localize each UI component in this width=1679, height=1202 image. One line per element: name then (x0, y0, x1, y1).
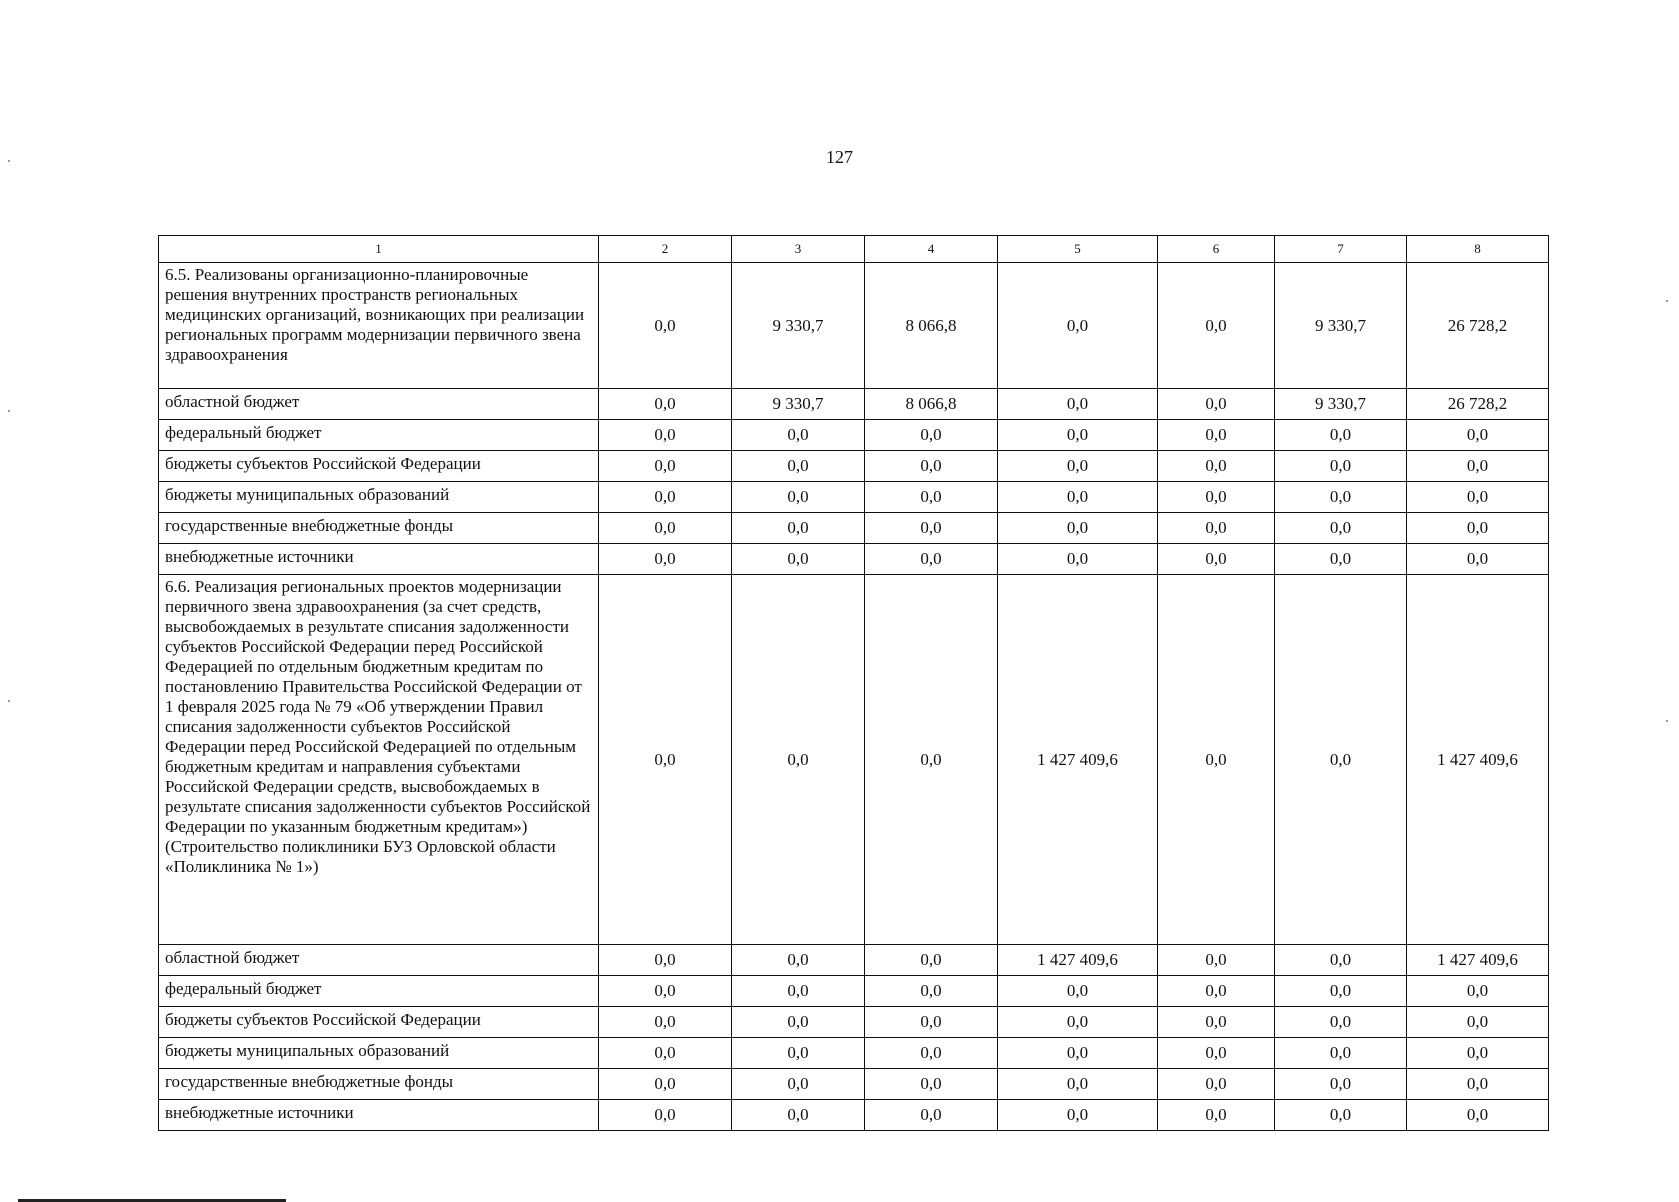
page-number: 127 (826, 147, 853, 167)
scan-speck (1666, 720, 1668, 722)
section-title: 6.5. Реализованы организационно-планировочные решения внутренних пространств региональных медицинских организаций, возникающих при реализации региональных программ модернизации первичного звена здравоохранения (159, 263, 599, 389)
value-cell: 0,0 (1158, 976, 1275, 1007)
value-cell: 0,0 (998, 513, 1158, 544)
value-cell: 9 330,7 (732, 389, 865, 420)
value-cell: 0,0 (732, 482, 865, 513)
value-cell: 0,0 (599, 451, 732, 482)
value-cell: 0,0 (1158, 482, 1275, 513)
value-cell: 0,0 (998, 1069, 1158, 1100)
value-cell: 0,0 (1158, 513, 1275, 544)
value-cell: 0,0 (599, 1038, 732, 1069)
column-number-row (159, 236, 1549, 263)
column-number: 3 (732, 236, 865, 263)
section-title: 6.6. Реализация региональных проектов модернизации первичного звена здравоохранения (за счет средств, высвобождаемых в результате списания задолженности субъектов Российской Федерации перед Российской Федерацией по отдельным бюджетным кредитам по постановлению Правительства Российской Федерации от 1 февраля 2025 года № 79 «Об утверждении Правил списания задолженности субъектов Российской Федерации перед Российской Федерацией по отдельным бюджетным кредитам и направления субъектами Российской Федерации средств, высвобождаемых в результате списания задолженности субъектов Российской Федерации по указанным бюджетным кредитам») (Строительство поликлиники БУЗ Орловской области «Поликлиника № 1») (159, 575, 599, 945)
column-number: 7 (1275, 236, 1407, 263)
value-cell: 0,0 (599, 544, 732, 575)
row-label: бюджеты муниципальных образований (159, 482, 599, 513)
row-label: бюджеты субъектов Российской Федерации (159, 451, 599, 482)
value-cell: 0,0 (1275, 1007, 1407, 1038)
value-cell: 0,0 (599, 976, 732, 1007)
value-cell: 0,0 (1158, 451, 1275, 482)
value-cell: 0,0 (998, 544, 1158, 575)
value-cell: 0,0 (1275, 945, 1407, 976)
value-cell: 0,0 (1407, 1100, 1549, 1131)
table-row (159, 1069, 1549, 1100)
value-cell: 0,0 (732, 976, 865, 1007)
row-label: бюджеты муниципальных образований (159, 1038, 599, 1069)
value-cell: 0,0 (599, 389, 732, 420)
value-cell: 26 728,2 (1407, 389, 1549, 420)
value-cell: 0,0 (732, 945, 865, 976)
value-cell: 0,0 (599, 1069, 732, 1100)
section-row (159, 263, 1549, 389)
row-label: государственные внебюджетные фонды (159, 1069, 599, 1100)
value-cell: 0,0 (1275, 482, 1407, 513)
value-cell: 0,0 (1158, 575, 1275, 945)
table-row (159, 513, 1549, 544)
row-label: бюджеты субъектов Российской Федерации (159, 1007, 599, 1038)
scan-speck (8, 160, 10, 162)
row-label: государственные внебюджетные фонды (159, 513, 599, 544)
value-cell: 0,0 (998, 420, 1158, 451)
column-number: 2 (599, 236, 732, 263)
value-cell: 8 066,8 (865, 389, 998, 420)
value-cell: 0,0 (1407, 451, 1549, 482)
value-cell: 0,0 (732, 1007, 865, 1038)
value-cell: 0,0 (865, 976, 998, 1007)
table-row (159, 482, 1549, 513)
row-label: внебюджетные источники (159, 1100, 599, 1131)
value-cell: 0,0 (599, 513, 732, 544)
value-cell: 0,0 (865, 544, 998, 575)
row-label: федеральный бюджет (159, 976, 599, 1007)
value-cell: 0,0 (865, 513, 998, 544)
value-cell: 0,0 (1275, 1100, 1407, 1131)
value-cell: 0,0 (1407, 1007, 1549, 1038)
section-row (159, 575, 1549, 945)
value-cell: 0,0 (865, 451, 998, 482)
value-cell: 9 330,7 (732, 263, 865, 389)
value-cell: 0,0 (599, 945, 732, 976)
value-cell: 0,0 (1407, 420, 1549, 451)
value-cell: 0,0 (865, 420, 998, 451)
value-cell: 0,0 (732, 1100, 865, 1131)
value-cell: 0,0 (998, 1038, 1158, 1069)
value-cell: 0,0 (599, 263, 732, 389)
value-cell: 0,0 (1407, 976, 1549, 1007)
value-cell: 0,0 (1158, 945, 1275, 976)
value-cell: 0,0 (599, 1100, 732, 1131)
value-cell: 0,0 (865, 1100, 998, 1131)
budget-table (158, 235, 1549, 1131)
value-cell: 9 330,7 (1275, 263, 1407, 389)
value-cell: 0,0 (1275, 513, 1407, 544)
value-cell: 0,0 (599, 482, 732, 513)
table-row (159, 451, 1549, 482)
column-number: 4 (865, 236, 998, 263)
column-number: 5 (998, 236, 1158, 263)
table-row (159, 544, 1549, 575)
scan-speck (8, 700, 10, 702)
value-cell: 0,0 (1158, 420, 1275, 451)
value-cell: 0,0 (1407, 1038, 1549, 1069)
column-number: 8 (1407, 236, 1549, 263)
row-label: внебюджетные источники (159, 544, 599, 575)
value-cell: 0,0 (865, 1007, 998, 1038)
value-cell: 0,0 (1158, 1038, 1275, 1069)
value-cell: 0,0 (1158, 263, 1275, 389)
value-cell: 0,0 (599, 1007, 732, 1038)
value-cell: 26 728,2 (1407, 263, 1549, 389)
value-cell: 0,0 (599, 420, 732, 451)
value-cell: 0,0 (1275, 1038, 1407, 1069)
value-cell: 0,0 (732, 1038, 865, 1069)
value-cell: 0,0 (1158, 1100, 1275, 1131)
value-cell: 0,0 (1158, 1007, 1275, 1038)
column-number: 6 (1158, 236, 1275, 263)
table-row (159, 1038, 1549, 1069)
value-cell: 0,0 (998, 389, 1158, 420)
value-cell: 0,0 (1275, 575, 1407, 945)
table-row (159, 1100, 1549, 1131)
column-number: 1 (159, 236, 599, 263)
value-cell: 0,0 (998, 263, 1158, 389)
value-cell: 0,0 (599, 575, 732, 945)
value-cell: 1 427 409,6 (1407, 945, 1549, 976)
table-row (159, 389, 1549, 420)
value-cell: 0,0 (1158, 1069, 1275, 1100)
value-cell: 0,0 (1407, 1069, 1549, 1100)
value-cell: 0,0 (1275, 451, 1407, 482)
value-cell: 0,0 (1158, 544, 1275, 575)
value-cell: 0,0 (865, 1038, 998, 1069)
table-row (159, 976, 1549, 1007)
value-cell: 0,0 (1407, 513, 1549, 544)
table-row (159, 420, 1549, 451)
table-row (159, 945, 1549, 976)
value-cell: 1 427 409,6 (1407, 575, 1549, 945)
value-cell: 0,0 (732, 513, 865, 544)
value-cell: 0,0 (1275, 420, 1407, 451)
value-cell: 0,0 (1407, 482, 1549, 513)
row-label: федеральный бюджет (159, 420, 599, 451)
value-cell: 0,0 (1407, 544, 1549, 575)
value-cell: 0,0 (998, 976, 1158, 1007)
value-cell: 0,0 (1158, 389, 1275, 420)
value-cell: 0,0 (732, 575, 865, 945)
value-cell: 0,0 (732, 1069, 865, 1100)
value-cell: 0,0 (998, 1007, 1158, 1038)
value-cell: 0,0 (998, 451, 1158, 482)
value-cell: 0,0 (732, 420, 865, 451)
value-cell: 0,0 (998, 482, 1158, 513)
value-cell: 1 427 409,6 (998, 575, 1158, 945)
table-body (159, 236, 1549, 1131)
row-label: областной бюджет (159, 389, 599, 420)
value-cell: 0,0 (865, 945, 998, 976)
scan-speck (1666, 300, 1668, 302)
value-cell: 1 427 409,6 (998, 945, 1158, 976)
table-row (159, 1007, 1549, 1038)
value-cell: 0,0 (1275, 1069, 1407, 1100)
value-cell: 0,0 (732, 451, 865, 482)
value-cell: 9 330,7 (1275, 389, 1407, 420)
scan-speck (8, 410, 10, 412)
value-cell: 0,0 (865, 575, 998, 945)
value-cell: 0,0 (1275, 976, 1407, 1007)
value-cell: 0,0 (1275, 544, 1407, 575)
value-cell: 0,0 (865, 1069, 998, 1100)
value-cell: 0,0 (732, 544, 865, 575)
value-cell: 0,0 (998, 1100, 1158, 1131)
value-cell: 0,0 (865, 482, 998, 513)
row-label: областной бюджет (159, 945, 599, 976)
value-cell: 8 066,8 (865, 263, 998, 389)
